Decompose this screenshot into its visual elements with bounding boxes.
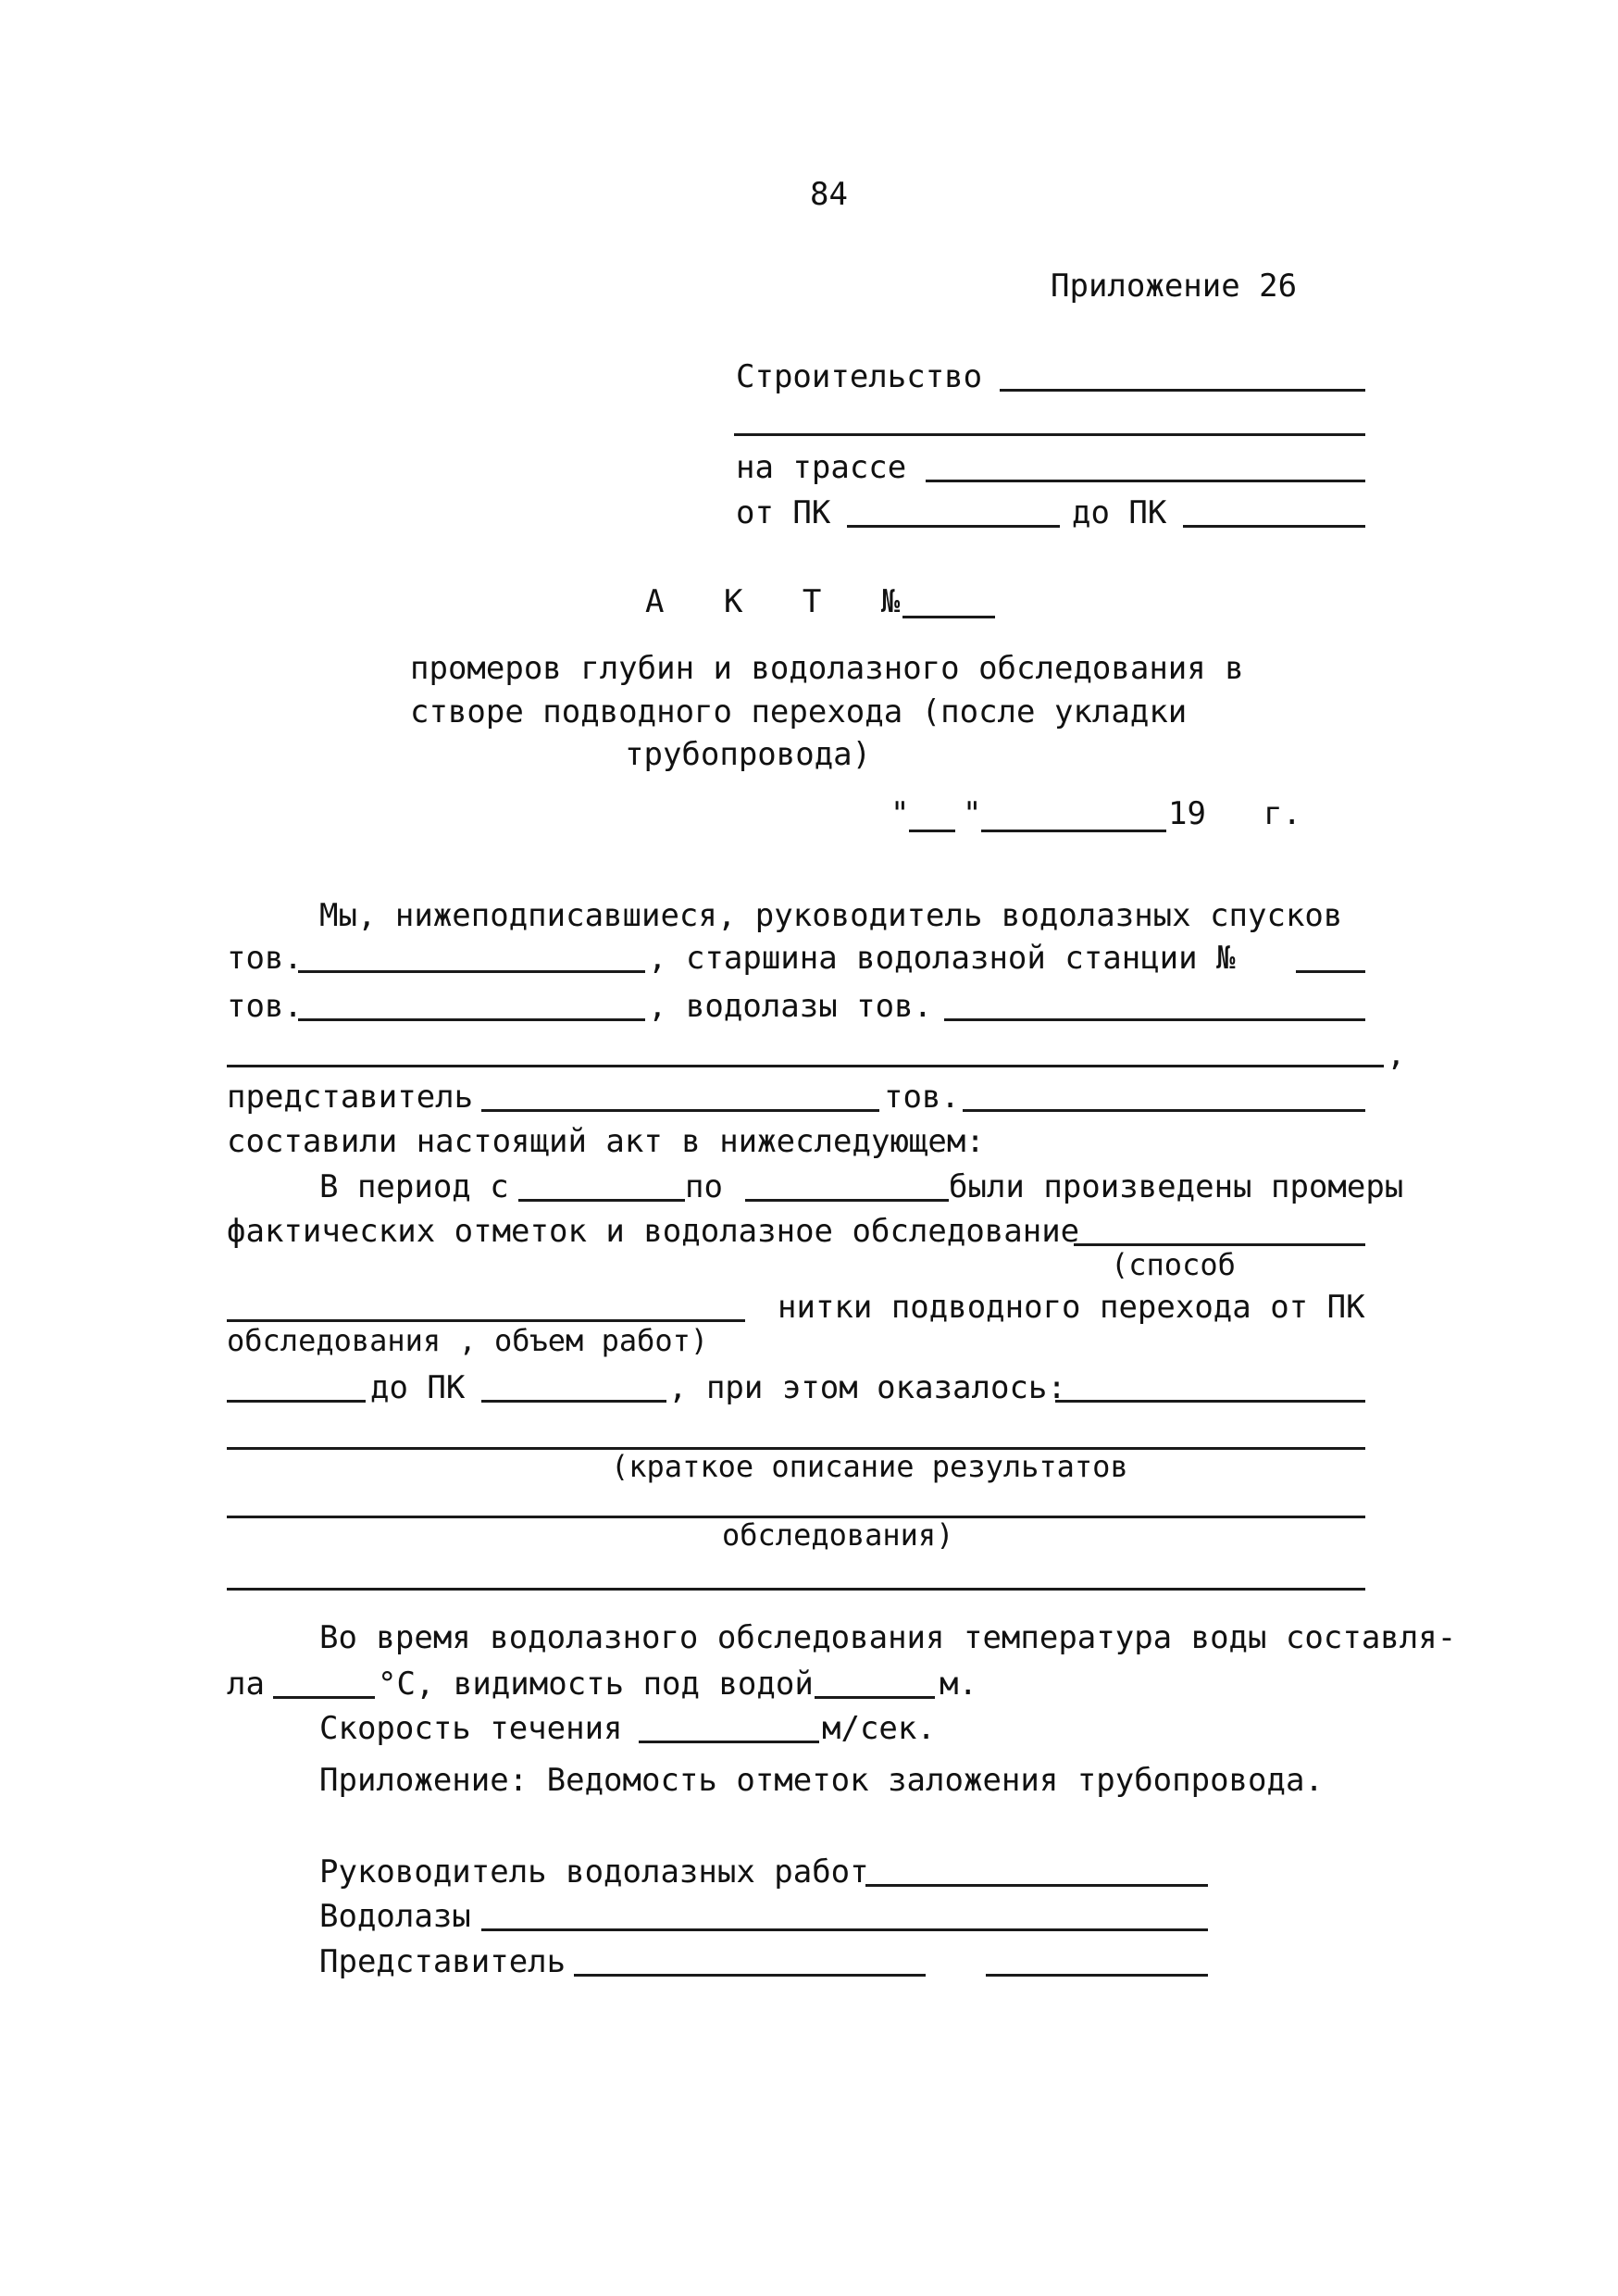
foreman-label: , старшина водолазной станции №	[648, 940, 1236, 977]
divers-comma: ,	[1387, 1036, 1406, 1073]
route-field[interactable]	[926, 480, 1365, 482]
act-title: А К Т №	[645, 583, 921, 620]
date-quote-close: "	[963, 795, 982, 832]
speed-label: Скорость течения	[319, 1710, 623, 1747]
period-to-label: по	[685, 1168, 723, 1205]
method-field[interactable]	[1074, 1243, 1365, 1246]
date-g: г.	[1263, 795, 1301, 832]
actual-marks-text: фактических отметок и водолазное обследование	[227, 1213, 1080, 1250]
foreman-name-field[interactable]	[298, 1018, 645, 1021]
compiled-text: составили настоящий акт в нижеследующем:	[227, 1123, 985, 1160]
signature-representative-field[interactable]	[574, 1974, 926, 1977]
tov-label-2: тов.	[227, 988, 303, 1025]
results-field-line4[interactable]	[227, 1588, 1365, 1591]
to-pk-label-2: до ПК	[370, 1369, 466, 1406]
results-field[interactable]	[1055, 1400, 1365, 1403]
tov-label-1: тов.	[227, 940, 303, 977]
period-in-label: В период с	[319, 1168, 509, 1205]
station-number-field[interactable]	[1296, 970, 1365, 973]
from-pk-field[interactable]	[847, 525, 1060, 528]
signature-divers-label: Водолазы	[319, 1898, 471, 1935]
visibility-unit: м.	[940, 1666, 977, 1703]
divers-name-field[interactable]	[944, 1018, 1365, 1021]
results-hint-1: (краткое описание результатов	[611, 1449, 1128, 1484]
thread-to-pk-field[interactable]	[481, 1400, 666, 1403]
appendix-label: Приложение 26	[1051, 268, 1298, 305]
results-hint-2: обследования)	[722, 1517, 954, 1553]
body-line1: Мы, нижеподписавшиеся, руководитель водолазных спусков	[319, 897, 1343, 934]
act-number-field[interactable]	[902, 616, 995, 618]
signature-head-field[interactable]	[865, 1884, 1208, 1887]
thread-from-pk-field[interactable]	[227, 1400, 366, 1403]
speed-field[interactable]	[639, 1741, 819, 1743]
to-pk-label: до ПК	[1072, 494, 1167, 531]
signature-divers-field[interactable]	[481, 1928, 1208, 1931]
tov-label-3: тов.	[884, 1079, 960, 1116]
representative-org-field[interactable]	[481, 1109, 879, 1112]
date-month-field[interactable]	[981, 830, 1166, 832]
signature-head-label: Руководитель водолазных работ	[319, 1853, 869, 1890]
speed-unit: м/сек.	[822, 1710, 936, 1747]
attachment-text: Приложение: Ведомость отметок заложения трубопровода.	[319, 1762, 1324, 1799]
temperature-line1: Во время водолазного обследования температура воды составля-	[319, 1619, 1457, 1656]
signature-representative-name-field[interactable]	[986, 1974, 1208, 1977]
act-subtitle-line2: створе подводного перехода (после укладки	[410, 693, 1188, 730]
divers-label: , водолазы тов.	[648, 988, 933, 1025]
page-number: 84	[810, 176, 848, 213]
date-quote-open: "	[890, 795, 910, 832]
representative-name-field[interactable]	[963, 1109, 1365, 1112]
found-label: , при этом оказалось:	[668, 1369, 1066, 1406]
construction-label: Строительство	[736, 358, 983, 395]
scope-hint: обследования , объем работ)	[227, 1323, 709, 1358]
scope-field[interactable]	[227, 1319, 745, 1322]
date-year: 19	[1168, 795, 1206, 832]
thread-text: нитки подводного перехода от ПК	[778, 1289, 1365, 1326]
temperature-field[interactable]	[273, 1696, 375, 1699]
construction-field[interactable]	[1000, 389, 1365, 392]
signature-representative-label: Представитель	[319, 1943, 566, 1980]
temperature-unit: °С, видимость под водой	[378, 1666, 814, 1703]
to-pk-field[interactable]	[1183, 525, 1365, 528]
act-subtitle-line3: трубопровода)	[625, 736, 872, 773]
period-done-label: были произведены промеры	[949, 1168, 1404, 1205]
date-day-field[interactable]	[909, 830, 955, 832]
method-hint: (способ	[1111, 1247, 1236, 1282]
head-name-field[interactable]	[298, 970, 645, 973]
divers-name-field-line2[interactable]	[227, 1065, 1384, 1067]
representative-label: представитель	[227, 1079, 474, 1116]
from-pk-label: от ПК	[736, 494, 831, 531]
period-from-field[interactable]	[518, 1199, 685, 1202]
visibility-field[interactable]	[815, 1696, 935, 1699]
route-label: на трассе	[736, 449, 907, 486]
act-subtitle-line1: промеров глубин и водолазного обследования в	[410, 650, 1244, 687]
period-to-field[interactable]	[745, 1199, 949, 1202]
construction-field-line2[interactable]	[734, 433, 1365, 436]
temperature-la: ла	[227, 1666, 265, 1703]
